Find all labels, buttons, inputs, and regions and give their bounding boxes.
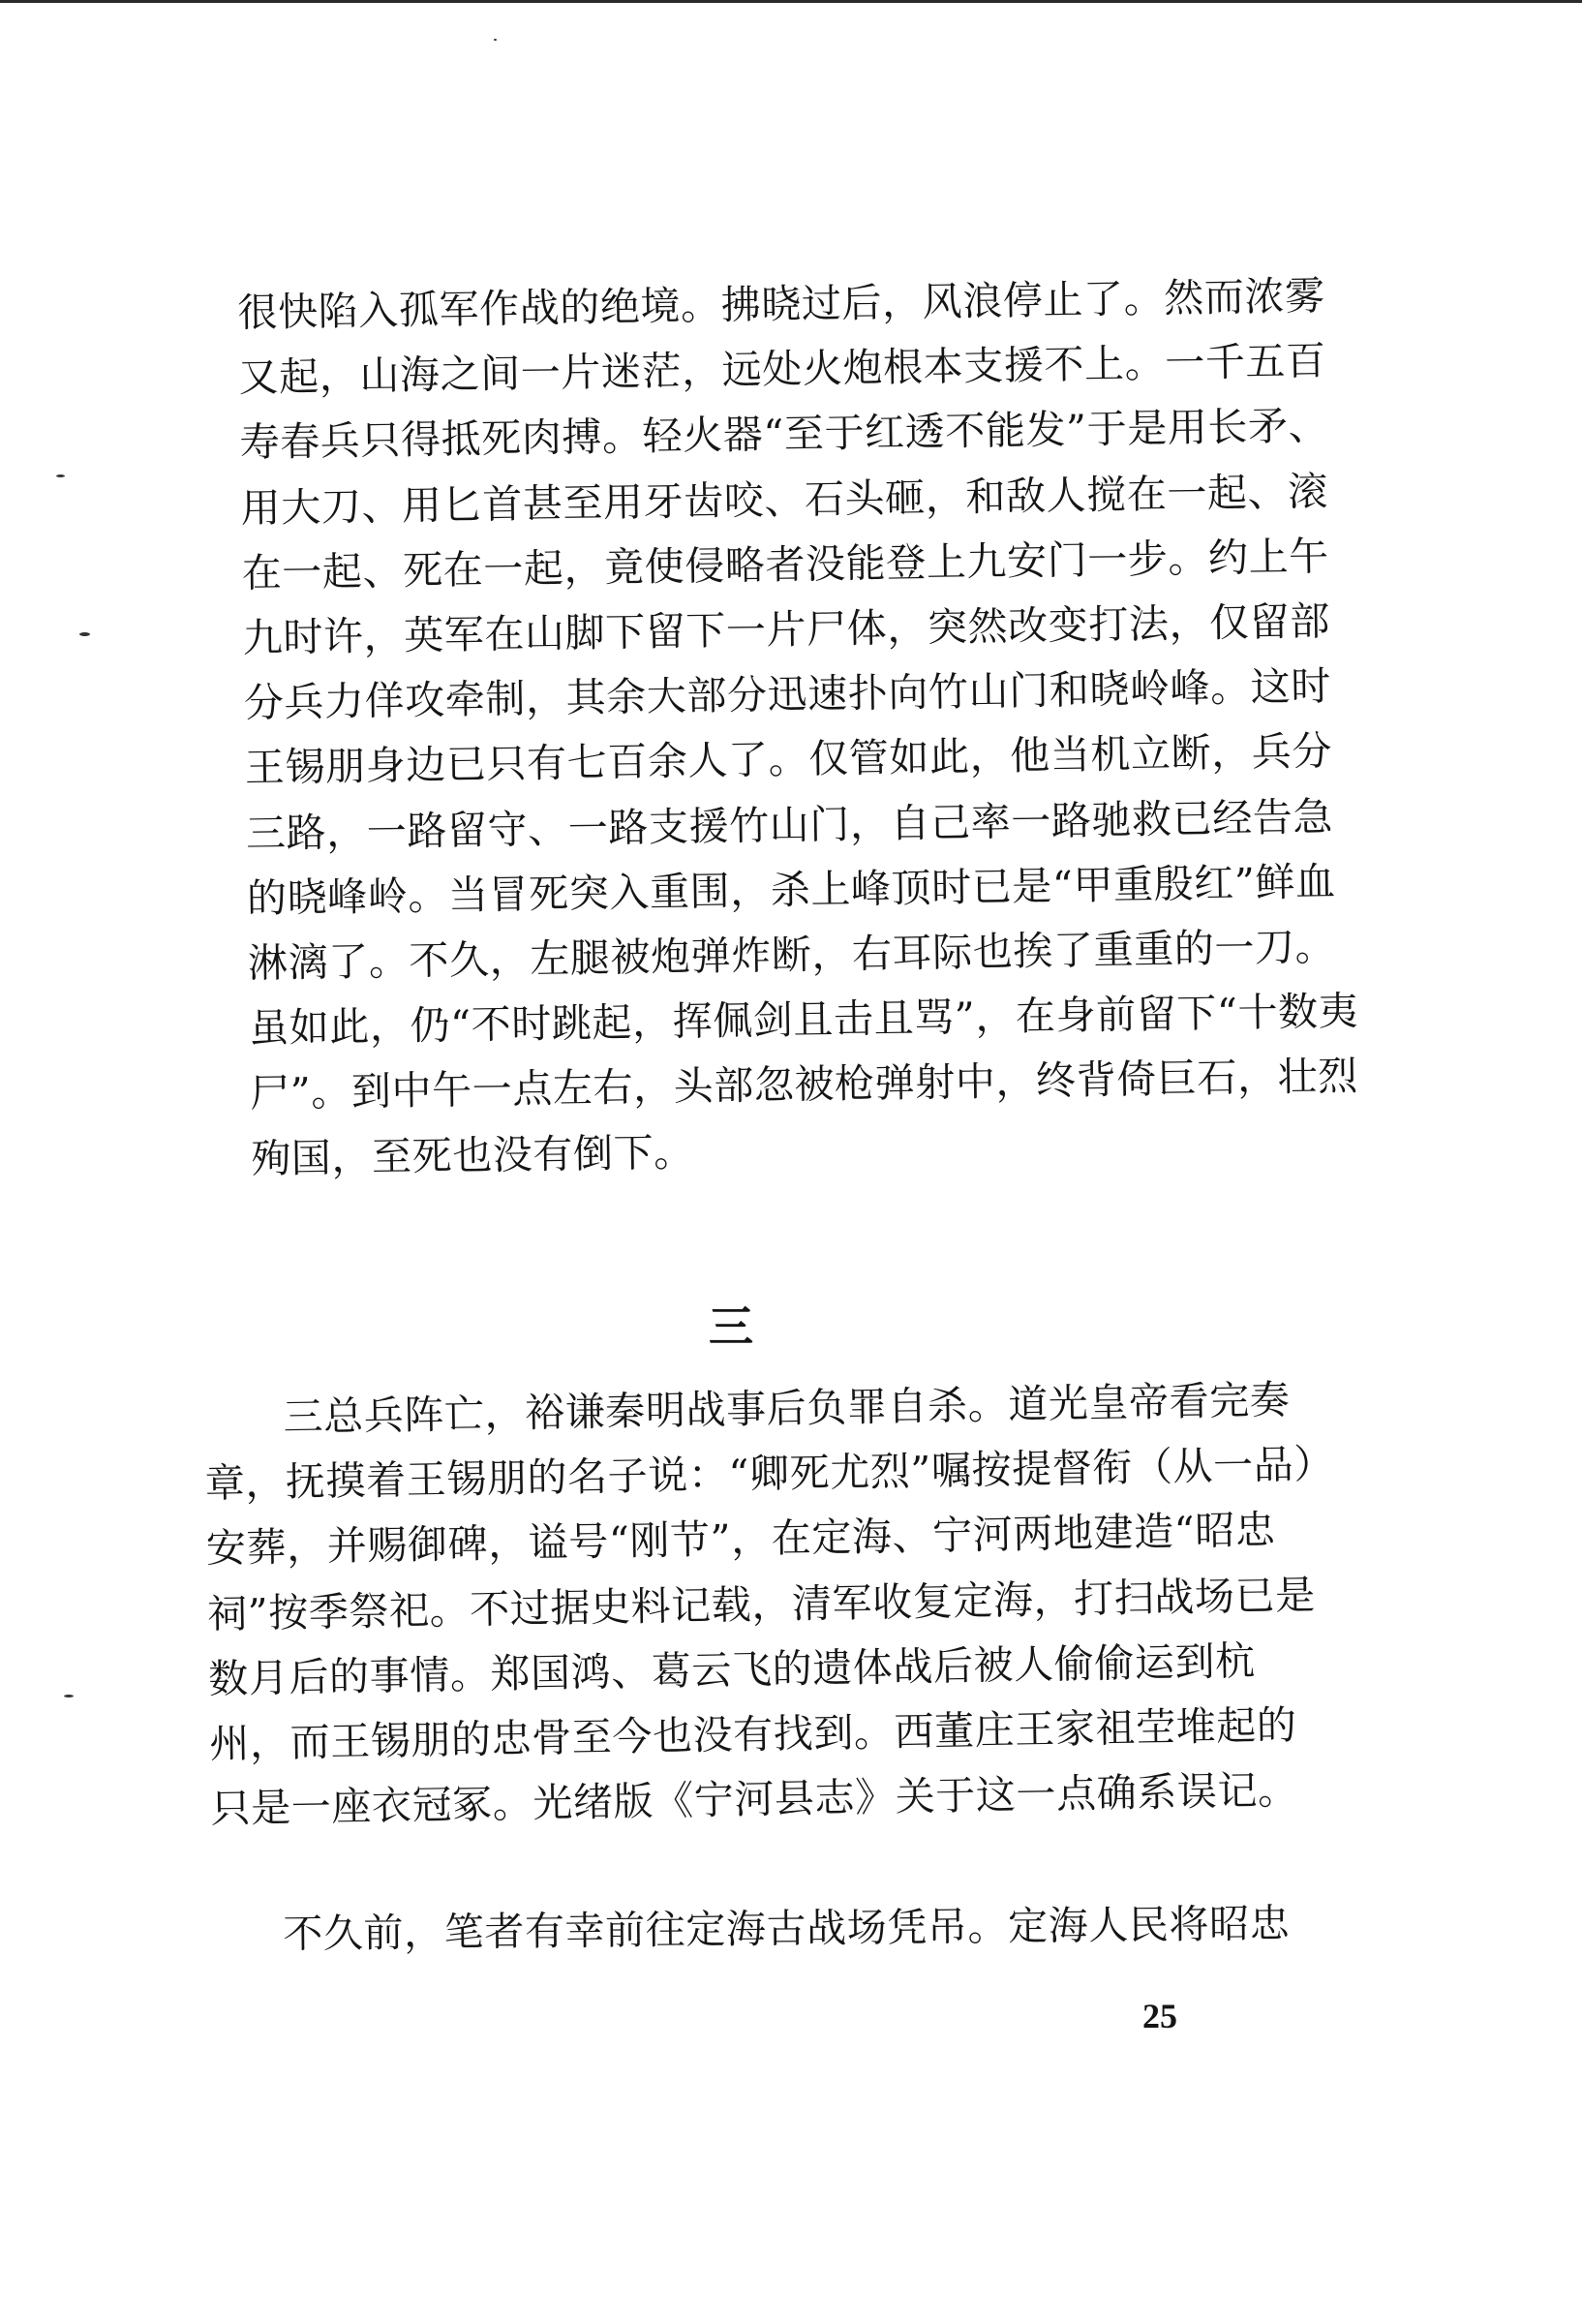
scan-speck	[494, 39, 497, 41]
body-paragraph-2: 三总兵阵亡，裕谦秦明战事后负罪自杀。道光皇帝看完奏章，抚摸着王锡朋的名子说：“卿死尤烈”嘱按提督衔（从一品）安葬，并赐御碑，谥号“刚节”，在定海、宁河两地建造“昭忠祠”按季祭祀。不过据史料记载，清军收复定海，打扫战场已是数月后的事情。郑国鸿、葛云飞的遗体战后被人偷偷运到杭州，而王锡朋的忠骨至今也没有找到。西董庄王家祖茔堆起的只是一座衣冠冢。光绪版《宁河县志》关于这一点确系误记。	[204, 1376, 1317, 1833]
page-number: 25	[1142, 1997, 1177, 2035]
section-number: 三	[709, 1300, 753, 1353]
scan-speck	[64, 1695, 74, 1697]
scan-speck	[79, 632, 90, 636]
body-paragraph-3: 不久前，笔者有幸前往定海古战场凭吊。定海人民将昭忠	[283, 1900, 1291, 1958]
scan-speck	[56, 474, 65, 477]
scan-top-edge	[0, 0, 1582, 3]
body-paragraph-1: 很快陷入孤军作战的绝境。拂晓过后，风浪停止了。然而浓雾又起，山海之间一片迷茫，远处火炮根本支援不上。一千五百寿春兵只得抵死肉搏。轻火器“至于红透不能发”于是用长矛、用大刀、用匕首甚至用牙齿咬、石头砸，和敌人搅在一起、滚在一起、死在一起，竟使侵略者没能登上九安门一步。约上午九时许，英军在山脚下留下一片尸体，突然改变打法，仅留部分兵力佯攻牵制，其余大部分迅速扑向竹山门和晓岭峰。这时王锡朋身边已只有七百余人了。仅管如此，他当机立断，兵分三路，一路留守、一路支援竹山门，自己率一路驰救已经告急的晓峰岭。当冒死突入重围，杀上峰顶时已是“甲重殷红”鲜血淋漓了。不久，左腿被炮弹炸断，右耳际也挨了重重的一刀。虽如此，仍“不时跳起，挥佩剑且击且骂”，在身前留下“十数夷尸”。到中午一点左右，头部忽被枪弹射中，终背倚巨石，壮烈殉国，至死也没有倒下。	[237, 272, 1359, 1182]
